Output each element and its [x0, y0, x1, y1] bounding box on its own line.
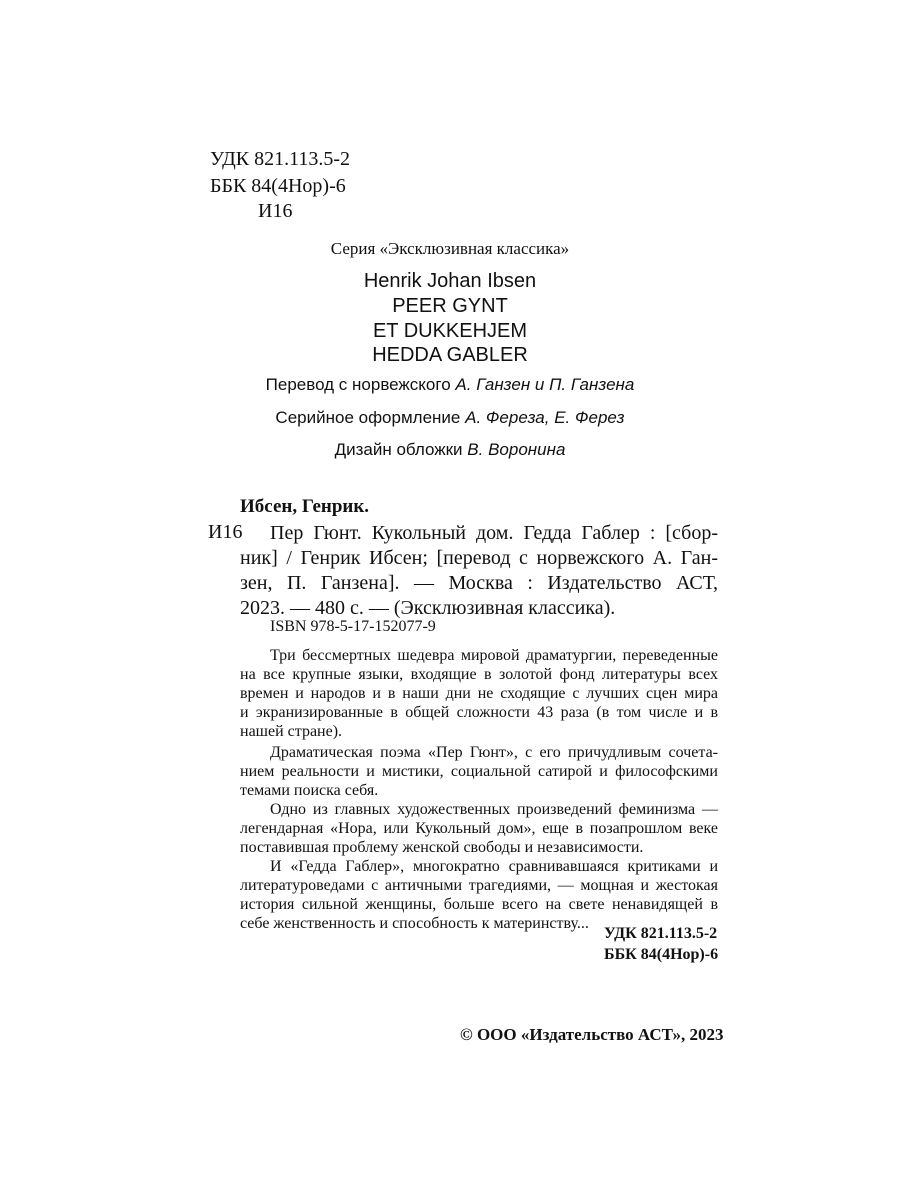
annotation-line: Одно из главных художественных произведений феминизма — [270, 801, 718, 818]
annotation-line: нием реальности и мистики, социальной сатирой и философскими [240, 763, 718, 780]
series-line: Серия «Эксклюзивная классика» [330, 239, 570, 258]
annotation-paragraph-3 [240, 800, 718, 857]
original-title-3: HEDDA GABLER [372, 344, 528, 366]
cover-design-credit [0, 440, 900, 460]
annotation-line: поставившая проблему женской свободы и независимости. [240, 839, 644, 856]
cover-design-names: В. Воронина [467, 440, 566, 459]
annotation-line: себе женственность и способность к материнству... [240, 915, 589, 932]
translation-label: Перевод с норвежского [265, 375, 451, 394]
translation-credit [0, 375, 900, 395]
annotation-line: Три бессмертных шедевра мировой драматургии, переведенные [270, 647, 718, 664]
original-author: Henrik Johan Ibsen [363, 270, 537, 292]
bib-description [240, 521, 718, 621]
annotation-line: на все крупные языки, входящие в золотой фонд литературы всех [240, 666, 718, 683]
series-design-names: А. Фереза, Е. Ферез [465, 408, 625, 427]
author-mark-top: И16 [258, 200, 293, 222]
original-title-1: PEER GYNT [392, 295, 508, 317]
annotation-line: И «Гедда Габлер», многократно сравнивавшаяся критиками и [270, 858, 718, 875]
series-design-credit [0, 408, 900, 428]
bib-line: зен, П. Ганзена]. — Москва : Издательство АСТ, [240, 572, 718, 594]
annotation-line: литературоведами с античными трагедиями, — мощная и жестокая [240, 877, 718, 894]
annotation-paragraph-4 [240, 857, 718, 933]
annotation-line: история сильной женщины, больше всего на свете ненавидящей в [240, 896, 718, 913]
annotation-line: легендарная «Нора, или Кукольный дом», еще в позапрошлом веке [240, 820, 718, 837]
annotation-line: и экранизированные в общей сложности 43 раза (в том числе и в [240, 704, 718, 721]
udk-code-bottom: УДК 821.113.5-2 [604, 925, 718, 942]
bbk-code-bottom: ББК 84(4Нор)-6 [604, 946, 719, 963]
isbn: ISBN 978-5-17-152077-9 [270, 618, 436, 635]
bib-author-mark: И16 [208, 521, 243, 543]
udk-code-top: УДК 821.113.5-2 [210, 148, 351, 170]
annotation-line: времен и народов и в наши дни не сходящие с лучших сцен мира [240, 685, 718, 702]
bib-line: Пер Гюнт. Кукольный дом. Гедда Габлер : [сбор- [270, 522, 718, 544]
annotation-paragraph-2 [240, 743, 718, 800]
cover-design-label: Дизайн обложки [334, 440, 463, 459]
annotation-line: нашей стране). [240, 723, 343, 740]
bib-line: ник] / Генрик Ибсен; [перевод с норвежского А. Ган- [240, 547, 718, 569]
translation-names: А. Ганзен и П. Ганзена [455, 375, 635, 394]
original-title-2: ET DUKKEHJEM [372, 320, 528, 342]
bib-line: 2023. — 480 с. — (Эксклюзивная классика). [240, 597, 616, 619]
annotation-line: темами поиска себя. [240, 782, 379, 799]
copyright-line: © ООО «Издательство АСТ», 2023 [460, 1025, 724, 1044]
annotation-paragraph-1 [240, 646, 718, 741]
bib-heading: Ибсен, Генрик. [240, 496, 370, 517]
bbk-code-top: ББК 84(4Нор)-6 [210, 175, 346, 197]
series-design-label: Серийное оформление [275, 408, 461, 427]
annotation-line: Драматическая поэма «Пер Гюнт», с его причудливым сочета- [270, 744, 718, 761]
